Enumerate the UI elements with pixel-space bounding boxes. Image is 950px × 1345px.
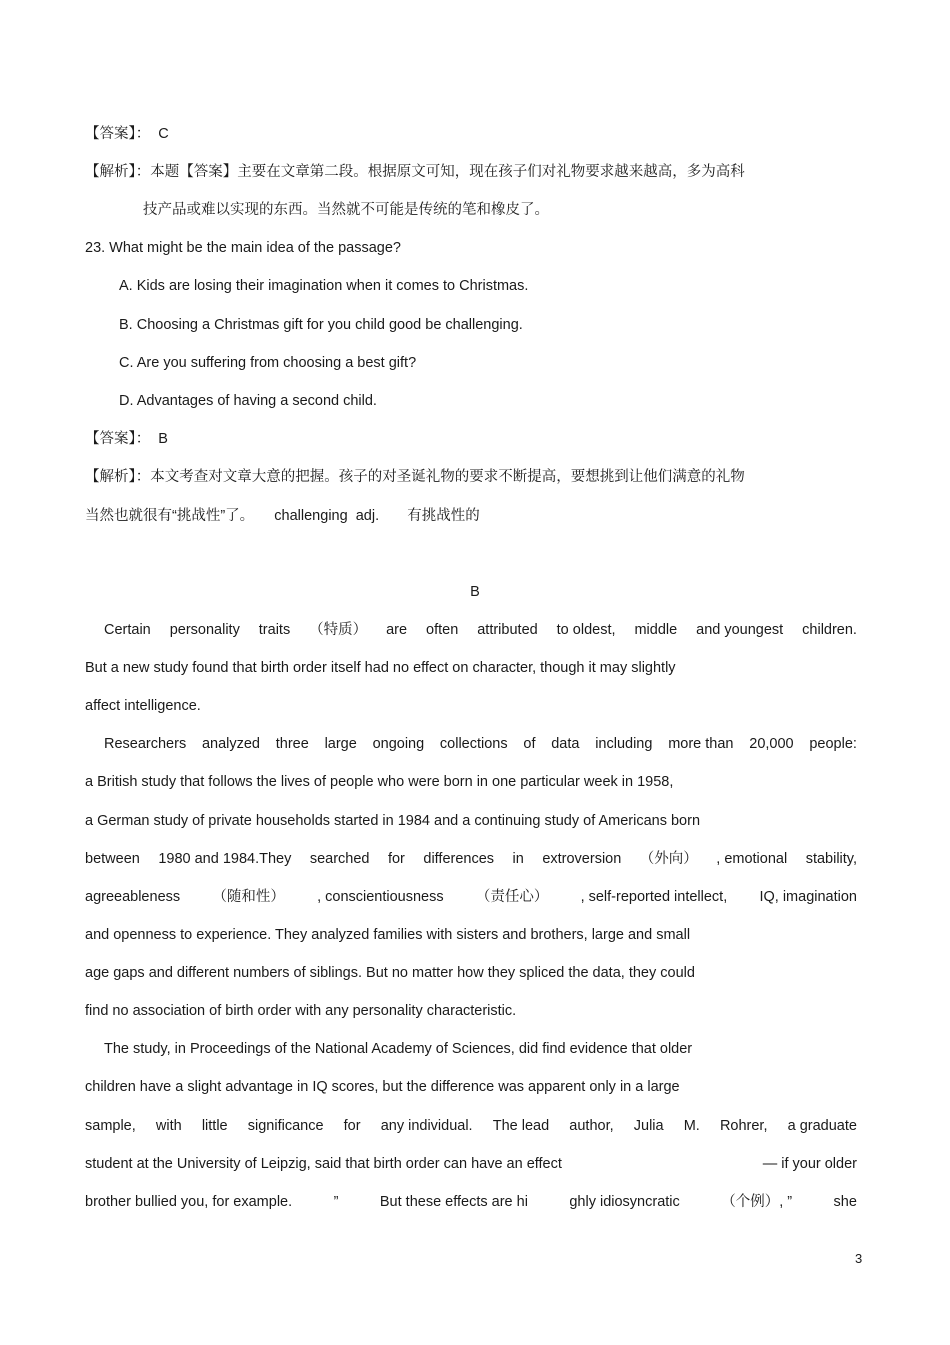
page-number: 3 <box>855 1251 863 1266</box>
passage-line: children have a slight advantage in IQ scores, but the difference was apparent only in a large <box>85 1079 680 1095</box>
passage-word: Julia <box>633 1118 664 1134</box>
passage-word: Researchers <box>104 736 187 752</box>
passage-word: （个例）, ” <box>721 1194 793 1210</box>
passage-word: student at the University of Leipzig, said that birth order can have an effect <box>85 1156 562 1172</box>
passage-word: M. <box>683 1118 700 1134</box>
passage-word: extroversion <box>542 851 622 867</box>
passage-line: a British study that follows the lives of people who were born in one particular week in 1958, <box>85 774 674 790</box>
passage-line: age gaps and different numbers of siblings. But no matter how they spliced the data, they could <box>85 965 695 981</box>
q22-analysis-line-2: 技产品或难以实现的东西。当然就不可能是传统的笔和橡皮了。 <box>143 202 549 218</box>
passage-word: three <box>275 736 309 752</box>
q23-analysis-line-1: 【解析】：本文考查对文章大意的把握。孩子的对圣诞礼物的要求不断提高，要想挑到让他们满意的礼物 <box>85 469 745 485</box>
passage-word: ongoing <box>372 736 425 752</box>
passage-word: are <box>386 622 408 638</box>
passage-word: for <box>343 1118 361 1134</box>
passage-word: of <box>523 736 536 752</box>
passage-line: affect intelligence. <box>85 698 201 714</box>
passage-word: she <box>833 1194 857 1210</box>
q23-option-d: D. Advantages of having a second child. <box>119 393 377 409</box>
passage-word: including <box>595 736 653 752</box>
passage-line <box>104 620 857 640</box>
passage-word: little <box>201 1118 228 1134</box>
passage-word: Rohrer, <box>719 1118 768 1134</box>
passage-word: ” <box>333 1194 339 1210</box>
passage-word: （责任心） <box>475 889 549 905</box>
passage-word: Certain <box>104 622 151 638</box>
passage-line <box>85 1192 857 1212</box>
passage-word: significance <box>247 1118 324 1134</box>
passage-line <box>104 734 857 754</box>
q23-option-b: B. Choosing a Christmas gift for you child good be challenging. <box>119 317 523 333</box>
passage-word: 20,000 <box>749 736 794 752</box>
passage-word: and youngest <box>696 622 784 638</box>
passage-word: traits <box>258 622 291 638</box>
passage-word: to oldest, <box>556 622 616 638</box>
passage-word: in <box>512 851 524 867</box>
passage-word: a graduate <box>787 1118 857 1134</box>
q23-option-a: A. Kids are losing their imagination when it comes to Christmas. <box>119 278 529 294</box>
passage-line <box>85 887 857 907</box>
passage-line: The study, in Proceedings of the National Academy of Sciences, did find evidence that older <box>104 1041 693 1057</box>
passage-word: stability, <box>805 851 857 867</box>
passage-word: middle <box>634 622 678 638</box>
passage-word: sample, <box>85 1118 136 1134</box>
passage-word: agreeableness <box>85 889 181 905</box>
passage-word: , emotional <box>716 851 788 867</box>
passage-word: analyzed <box>201 736 260 752</box>
passage-word: , self-reported intellect, <box>580 889 728 905</box>
q23-answer: 【答案】： B <box>85 431 168 447</box>
passage-word: any individual. <box>380 1118 473 1134</box>
passage-word: ghly idiosyncratic <box>569 1194 680 1210</box>
q22-analysis-line-1: 【解析】：本题【答案】主要在文章第二段。根据原文可知，现在孩子们对礼物要求越来越高，多为高科 <box>85 164 745 180</box>
passage-word: But these effects are hi <box>379 1194 528 1210</box>
passage-word: searched <box>309 851 370 867</box>
passage-word: children. <box>802 622 857 638</box>
passage-word: differences <box>423 851 495 867</box>
section-heading: B <box>470 584 480 600</box>
passage-word: personality <box>169 622 240 638</box>
passage-word: data <box>551 736 580 752</box>
passage-word: between <box>85 851 140 867</box>
passage-word: （随和性） <box>212 889 285 905</box>
passage-word: （外向） <box>639 851 698 867</box>
passage-line <box>85 1116 857 1136</box>
passage-word: attributed <box>477 622 538 638</box>
passage-word: with <box>155 1118 182 1134</box>
passage-line: find no association of birth order with any personality characteristic. <box>85 1003 517 1019</box>
passage-word: more than <box>668 736 734 752</box>
passage-word: — if your older <box>762 1156 857 1172</box>
passage-line: and openness to experience. They analyzed families with sisters and brothers, large and small <box>85 927 691 943</box>
passage-word: （特质） <box>309 622 368 638</box>
passage-word: The lead <box>492 1118 550 1134</box>
passage-word: 1980 and 1984.They <box>158 851 292 867</box>
passage-word: author, <box>569 1118 614 1134</box>
q23-question: 23. What might be the main idea of the passage? <box>85 240 401 256</box>
passage-line <box>85 1154 857 1174</box>
passage-word: for <box>387 851 405 867</box>
passage-word: large <box>324 736 357 752</box>
q23-analysis-line-2: 当然也就很有“挑战性”了。 challenging adj. 有挑战性的 <box>85 508 480 524</box>
passage-word: , conscientiousness <box>317 889 444 905</box>
passage-word: people: <box>809 736 857 752</box>
passage-word: often <box>426 622 459 638</box>
q22-answer: 【答案】： C <box>85 126 169 142</box>
passage-word: brother bullied you, for example. <box>85 1194 293 1210</box>
q23-option-c: C. Are you suffering from choosing a best gift? <box>119 355 417 371</box>
passage-line: a German study of private households started in 1984 and a continuing study of Americans born <box>85 813 701 829</box>
passage-word: IQ, imagination <box>759 889 857 905</box>
passage-line <box>85 849 857 869</box>
passage-word: collections <box>439 736 508 752</box>
passage-line: But a new study found that birth order itself had no effect on character, though it may slightly <box>85 660 676 676</box>
